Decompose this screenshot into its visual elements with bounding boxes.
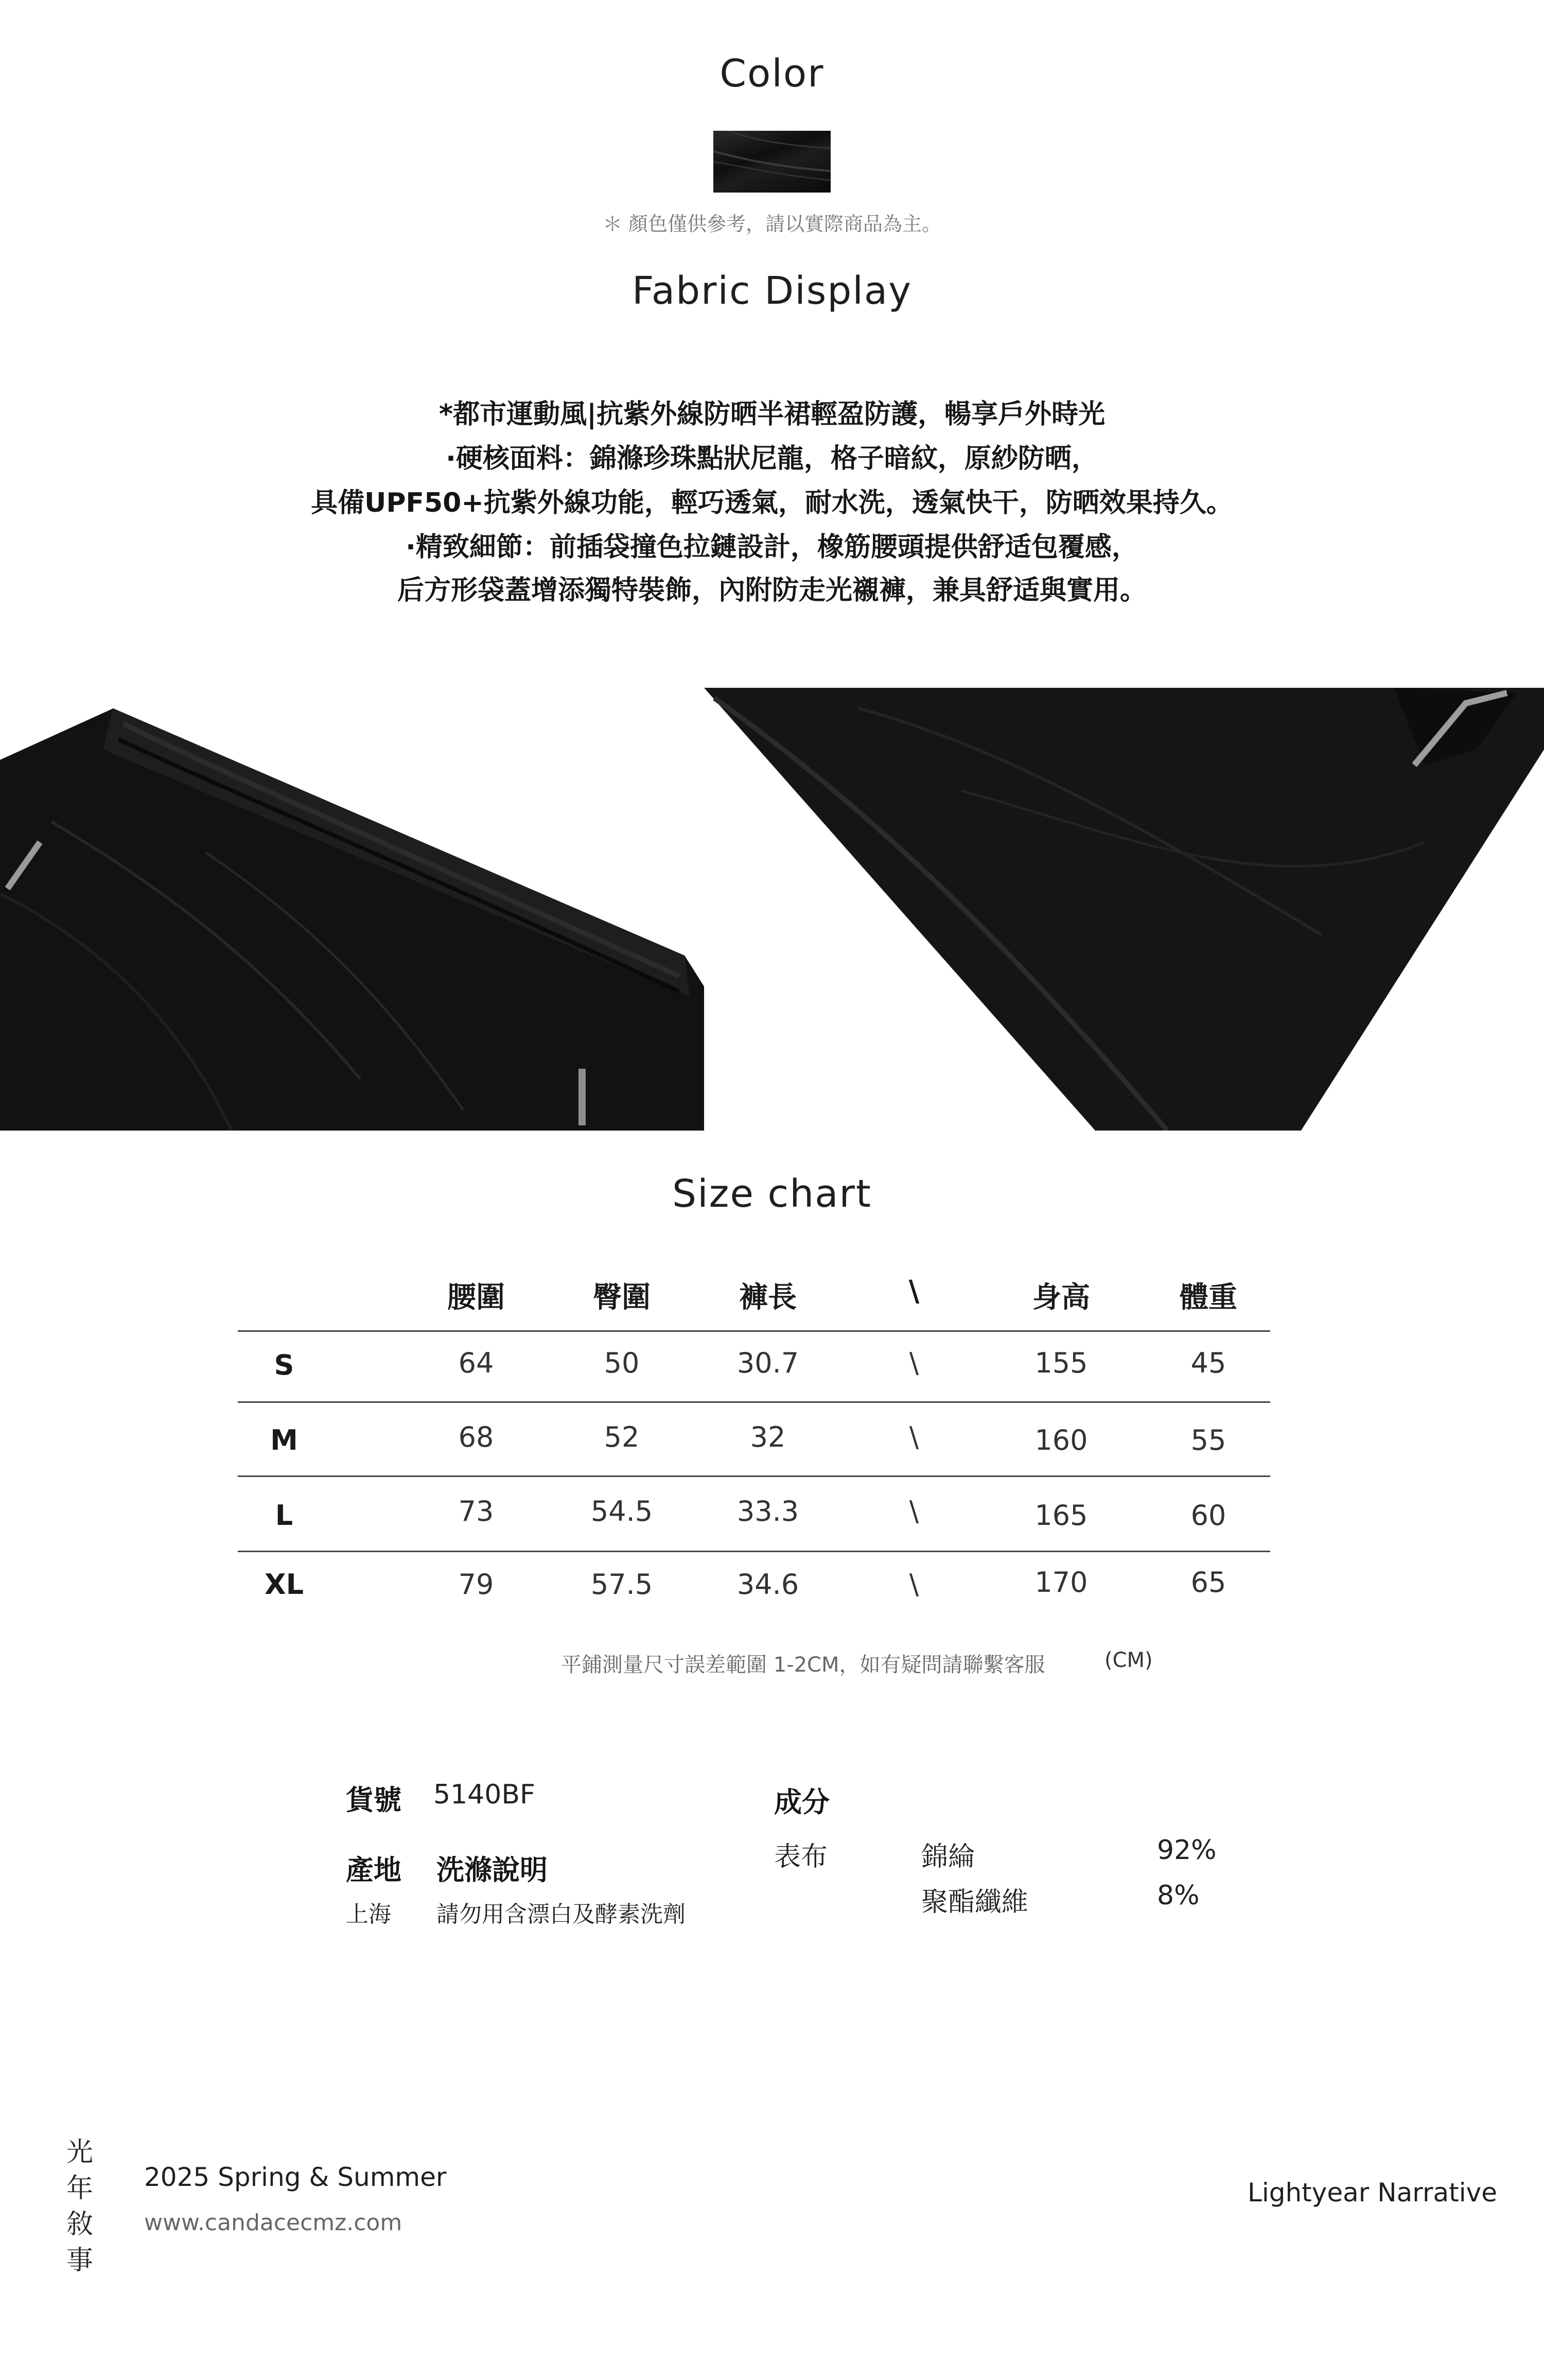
size-label: S xyxy=(274,1349,294,1381)
table-cell: 170 xyxy=(1034,1566,1088,1599)
table-cell: \ xyxy=(909,1495,919,1527)
brand-char: 年 xyxy=(66,2173,93,2204)
size-label: M xyxy=(270,1424,298,1456)
table-cell: 165 xyxy=(1034,1499,1088,1532)
col-header: 褲長 xyxy=(739,1281,797,1314)
color-swatch-black[interactable] xyxy=(713,131,831,193)
origin-label: 產地 xyxy=(346,1854,401,1886)
table-cell: 73 xyxy=(458,1495,494,1527)
season-label: 2025 Spring & Summer xyxy=(144,2162,447,2192)
col-header: 體重 xyxy=(1180,1281,1237,1314)
size-chart-note: 平鋪測量尺寸誤差範圍 1-2CM，如有疑問請聯繫客服 xyxy=(561,1653,1045,1677)
table-rule xyxy=(238,1330,1270,1332)
table-cell: 32 xyxy=(750,1421,786,1453)
table-cell: 160 xyxy=(1034,1424,1088,1456)
composition-label: 成分 xyxy=(774,1786,830,1818)
fabric-title: Fabric Display xyxy=(631,269,913,313)
material-percent: 92% xyxy=(1157,1835,1217,1866)
table-cell: 52 xyxy=(604,1421,640,1453)
col-header: 腰圍 xyxy=(447,1281,505,1314)
table-cell: 34.6 xyxy=(736,1568,799,1601)
table-cell: 68 xyxy=(458,1421,494,1453)
fabric-desc-line: ·硬核面料：錦滌珍珠點狀尼龍，格子暗紋，原紗防晒， xyxy=(446,443,1098,474)
table-cell: 50 xyxy=(604,1347,640,1379)
table-cell: 57.5 xyxy=(590,1568,653,1601)
table-cell: 33.3 xyxy=(736,1495,799,1527)
table-cell: 65 xyxy=(1190,1566,1226,1599)
brand-name: Lightyear Narrative xyxy=(1248,2178,1497,2208)
table-rule xyxy=(238,1475,1270,1477)
origin-value: 上海 xyxy=(346,1901,391,1927)
fabric-desc-line: 具備UPF50+抗紫外線功能，輕巧透氣，耐水洗，透氣快干，防晒效果持久。 xyxy=(311,488,1233,518)
table-cell: \ xyxy=(909,1347,919,1379)
table-cell: 30.7 xyxy=(736,1347,799,1379)
hem-closeup-photo xyxy=(704,688,1544,1131)
vertical-brand-logo xyxy=(62,2134,98,2279)
table-rule xyxy=(238,1401,1270,1403)
waistband-closeup-photo xyxy=(0,688,704,1131)
size-label: XL xyxy=(264,1568,304,1601)
color-title: Color xyxy=(720,51,824,96)
brand-char: 事 xyxy=(66,2245,93,2276)
fabric-desc-line: *都市運動風|抗紫外線防晒半裙輕盈防護，暢享戶外時光 xyxy=(438,399,1106,430)
wash-label: 洗滌說明 xyxy=(436,1854,548,1886)
fabric-desc-line: 后方形袋蓋增添獨特裝飾，內附防走光襯褲，兼具舒适與實用。 xyxy=(397,575,1147,606)
fabric-part: 表布 xyxy=(774,1842,828,1872)
brand-char: 敘 xyxy=(66,2209,93,2240)
table-cell: 64 xyxy=(458,1347,494,1379)
table-cell: \ xyxy=(909,1568,919,1601)
size-chart-unit: (CM) xyxy=(1104,1648,1153,1672)
size-label: L xyxy=(275,1499,293,1532)
table-cell: 54.5 xyxy=(590,1495,653,1527)
color-disclaimer: ＊ 顏色僅供參考，請以實際商品為主。 xyxy=(602,213,942,235)
material-name: 錦綸 xyxy=(921,1842,975,1872)
brand-char: 光 xyxy=(66,2137,93,2168)
table-cell: \ xyxy=(909,1421,919,1453)
size-chart-title: Size chart xyxy=(672,1172,872,1216)
material-name: 聚酯纖維 xyxy=(921,1887,1029,1918)
sku-value: 5140BF xyxy=(433,1779,535,1810)
sku-label: 貨號 xyxy=(346,1784,401,1816)
table-cell: 155 xyxy=(1034,1347,1088,1379)
col-header: 臀圍 xyxy=(593,1281,651,1314)
table-cell: 60 xyxy=(1190,1499,1226,1532)
col-header: \ xyxy=(908,1275,920,1308)
table-cell: 79 xyxy=(458,1568,494,1601)
col-header: 身高 xyxy=(1032,1281,1090,1314)
table-rule xyxy=(238,1551,1270,1552)
wash-value: 請勿用含漂白及酵素洗劑 xyxy=(436,1901,686,1927)
material-percent: 8% xyxy=(1157,1880,1200,1911)
table-cell: 45 xyxy=(1190,1347,1226,1379)
table-cell: 55 xyxy=(1190,1424,1226,1456)
fabric-desc-line: ·精致細節：前插袋撞色拉鏈設計，橡筋腰頭提供舒适包覆感， xyxy=(406,532,1138,563)
website-link[interactable]: www.candacecmz.com xyxy=(144,2210,402,2236)
